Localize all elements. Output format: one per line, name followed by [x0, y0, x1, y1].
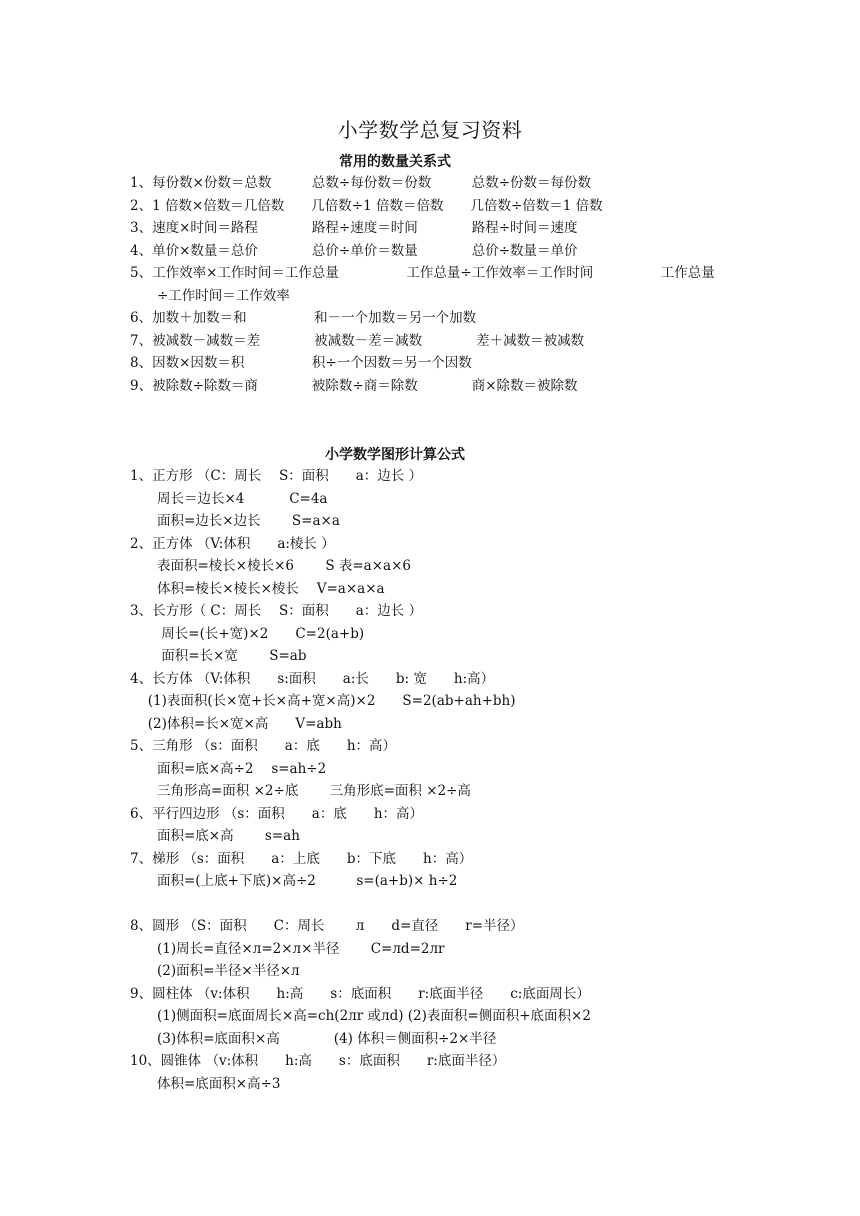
list-item: 7、梯形 （s：面积 a：上底 b：下底 h：高）: [130, 851, 473, 867]
list-item: 2、正方体 （V:体积 a:棱长 ）: [130, 536, 335, 552]
list-item: 8、圆形 （S：面积 C：周长 л d=直径 r=半径）: [130, 918, 524, 934]
list-item: 面积=边长×边长 S=a×a: [130, 513, 340, 529]
list-item: 7、被减数－减数＝差 被减数－差＝减数 差＋减数＝被减数: [130, 333, 585, 349]
list-item: (2)体积=长×宽×高 V=abh: [130, 716, 342, 732]
list-item: 周长=(长+宽)×2 C=2(a+b): [130, 626, 365, 642]
list-item: 三角形高=面积 ×2÷底 三角形底=面积 ×2÷高: [130, 783, 471, 799]
list-item: 10、圆锥体 （v:体积 h:高 s：底面积 r:底面半径）: [130, 1053, 506, 1069]
list-item: 4、单价×数量＝总价 总价÷单价＝数量 总价÷数量＝单价: [130, 243, 578, 259]
list-item: 8、因数×因数＝积 积÷一个因数＝另一个因数: [130, 355, 472, 371]
list-item: 体积=底面积×高÷3: [130, 1076, 281, 1092]
list-item: 面积=长×宽 S=ab: [130, 648, 307, 664]
list-item: (1)侧面积=底面周长×高=ch(2лr 或лd) (2)表面积=侧面积+底面积×2: [130, 1008, 591, 1024]
section-heading-shape-formulas: 小学数学图形计算公式: [325, 447, 465, 463]
list-item: 1、每份数×份数＝总数 总数÷每份数＝份数 总数÷份数＝每份数: [130, 175, 592, 191]
list-item: 6、平行四边形 （s：面积 a：底 h：高）: [130, 806, 424, 822]
list-item: 面积=底×高 s=ah: [130, 828, 300, 844]
list-item: 2、1 倍数×倍数＝几倍数 几倍数÷1 倍数＝倍数 几倍数÷倍数＝1 倍数: [130, 198, 603, 214]
list-item: (1)周长=直径×л=2×л×半径 C=лd=2лr: [130, 941, 445, 957]
list-item: 表面积=棱长×棱长×6 S 表=a×a×6: [130, 558, 411, 574]
section-heading-quantity-relations: 常用的数量关系式: [339, 154, 451, 170]
list-item: 3、长方形（ C：周长 S：面积 a：边长 ）: [130, 603, 423, 619]
list-item: (3)体积=底面积×高 (4) 体积＝侧面积÷2×半径: [130, 1031, 497, 1047]
list-item: 5、三角形 （s：面积 a：底 h：高）: [130, 738, 397, 754]
list-item: 9、圆柱体 （v:体积 h:高 s：底面积 r:底面半径 c:底面周长）: [130, 986, 590, 1002]
list-item: 3、速度×时间＝路程 路程÷速度＝时间 路程÷时间＝速度: [130, 220, 578, 236]
list-item: (2)面积=半径×半径×л: [130, 963, 300, 979]
list-item: 面积=(上底+下底)×高÷2 s=(a+b)× h÷2: [130, 873, 458, 889]
list-item: 周长＝边长×4 C=4a: [130, 491, 328, 507]
list-item: 4、长方体 （V:体积 s:面积 a:长 b: 宽 h:高）: [130, 671, 495, 687]
list-item: ÷工作时间＝工作效率: [130, 288, 290, 304]
list-item: 体积=棱长×棱长×棱长 V=a×a×a: [130, 581, 385, 597]
list-item: (1)表面积(长×宽+长×高+宽×高)×2 S=2(ab+ah+bh): [130, 693, 516, 709]
list-item: 9、被除数÷除数＝商 被除数÷商＝除数 商×除数＝被除数: [130, 378, 578, 394]
page-title: 小学数学总复习资料: [337, 118, 523, 142]
list-item: 1、正方形 （C：周长 S：面积 a：边长 ）: [130, 468, 423, 484]
list-item: 5、工作效率×工作时间＝工作总量 工作总量÷工作效率＝工作时间 工作总量: [130, 265, 715, 281]
list-item: 面积=底×高÷2 s=ah÷2: [130, 761, 327, 777]
list-item: 6、加数＋加数＝和 和－一个加数＝另一个加数: [130, 310, 477, 326]
